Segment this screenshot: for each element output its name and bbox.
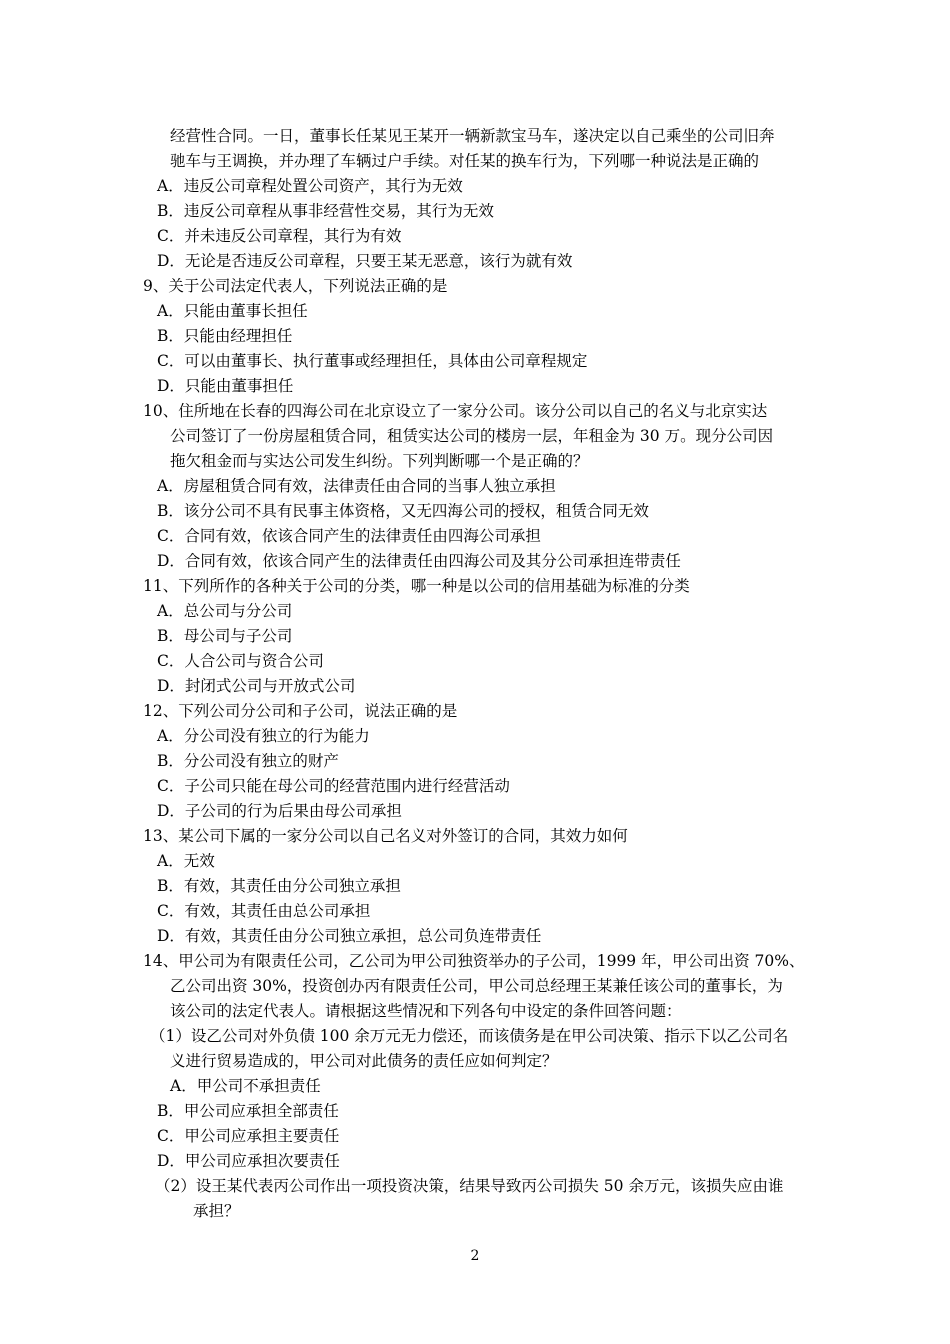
question-13-option-b: B．有效，其责任由分公司独立承担 [157,877,401,895]
question-10-option-d: D．合同有效，依该合同产生的法律责任由四海公司及其分公司承担连带责任 [157,552,681,570]
question-9-option-d: D．只能由董事担任 [157,377,294,395]
question-14-sub2-stem-line-2: 承担？ [193,1202,240,1220]
question-11-option-d: D．封闭式公司与开放式公司 [157,677,356,695]
question-13-stem: 13、某公司下属的一家分公司以自己名义对外签订的合同，其效力如何 [143,827,628,845]
question-11-option-a: A．总公司与分公司 [157,602,293,620]
question-12-stem: 12、下列公司分公司和子公司，说法正确的是 [143,702,458,720]
intro-option-a: A．违反公司章程处置公司资产，其行为无效 [157,177,463,195]
page-number: 2 [470,1248,480,1264]
question-14-sub1-option-c: C．甲公司应承担主要责任 [157,1127,340,1145]
intro-option-b: B．违反公司章程从事非经营性交易，其行为无效 [157,202,494,220]
question-14-sub2-stem-line-1: （2）设王某代表丙公司作出一项投资决策，结果导致丙公司损失 50 余万元，该损失应由谁 [155,1177,784,1195]
intro-option-d: D．无论是否违反公司章程，只要王某无恶意，该行为就有效 [157,252,573,270]
question-12-option-a: A．分公司没有独立的行为能力 [157,727,370,745]
question-9-option-a: A．只能由董事长担任 [157,302,308,320]
question-11-option-c: C．人合公司与资合公司 [157,652,324,670]
intro-stem-line-1: 经营性合同。一日，董事长任某见王某开一辆新款宝马车，遂决定以自己乘坐的公司旧奔 [170,127,775,145]
intro-option-c: C．并未违反公司章程，其行为有效 [157,227,402,245]
question-9-option-b: B．只能由经理担任 [157,327,293,345]
question-14-sub1-option-b: B．甲公司应承担全部责任 [157,1102,339,1120]
question-12-option-b: B．分公司没有独立的财产 [157,752,339,770]
question-14-sub1-option-a: A．甲公司不承担责任 [170,1077,321,1095]
question-9-option-c: C．可以由董事长、执行董事或经理担任，具体由公司章程规定 [157,352,588,370]
question-10-option-c: C．合同有效，依该合同产生的法律责任由四海公司承担 [157,527,541,545]
question-10-stem-line-3: 拖欠租金而与实达公司发生纠纷。下列判断哪一个是正确的？ [170,452,589,470]
question-14-sub1-stem-line-1: （1）设乙公司对外负债 100 余万元无力偿还，而该债务是在甲公司决策、指示下以乙公司名 [150,1027,789,1045]
question-13-option-d: D．有效，其责任由分公司独立承担，总公司负连带责任 [157,927,542,945]
question-10-option-a: A．房屋租赁合同有效，法律责任由合同的当事人独立承担 [157,477,556,495]
question-13-option-a: A．无效 [157,852,215,870]
question-10-option-b: B．该分公司不具有民事主体资格，又无四海公司的授权，租赁合同无效 [157,502,649,520]
question-14-sub1-stem-line-2: 义进行贸易造成的，甲公司对此债务的责任应如何判定？ [170,1052,558,1070]
question-9-stem: 9、关于公司法定代表人，下列说法正确的是 [143,277,448,295]
question-14-stem-line-2: 乙公司出资 30%，投资创办丙有限责任公司，甲公司总经理王某兼任该公司的董事长，为 [170,977,783,995]
question-14-stem-line-1: 14、甲公司为有限责任公司，乙公司为甲公司独资举办的子公司，1999 年，甲公司出资 70%、 [143,952,805,970]
intro-stem-line-2: 驰车与王调换，并办理了车辆过户手续。对任某的换车行为，下列哪一种说法是正确的 [170,152,760,170]
question-11-option-b: B．母公司与子公司 [157,627,293,645]
question-13-option-c: C．有效，其责任由总公司承担 [157,902,371,920]
question-12-option-c: C．子公司只能在母公司的经营范围内进行经营活动 [157,777,510,795]
question-11-stem: 11、下列所作的各种关于公司的分类，哪一种是以公司的信用基础为标准的分类 [143,577,690,595]
question-12-option-d: D．子公司的行为后果由母公司承担 [157,802,402,820]
question-10-stem-line-1: 10、住所地在长春的四海公司在北京设立了一家分公司。该分公司以自己的名义与北京实达 [143,402,768,420]
question-14-sub1-option-d: D．甲公司应承担次要责任 [157,1152,340,1170]
question-14-stem-line-3: 该公司的法定代表人。请根据这些情况和下列各句中设定的条件回答问题： [170,1002,682,1020]
question-10-stem-line-2: 公司签订了一份房屋租赁合同，租赁实达公司的楼房一层，年租金为 30 万。现分公司因 [170,427,774,445]
